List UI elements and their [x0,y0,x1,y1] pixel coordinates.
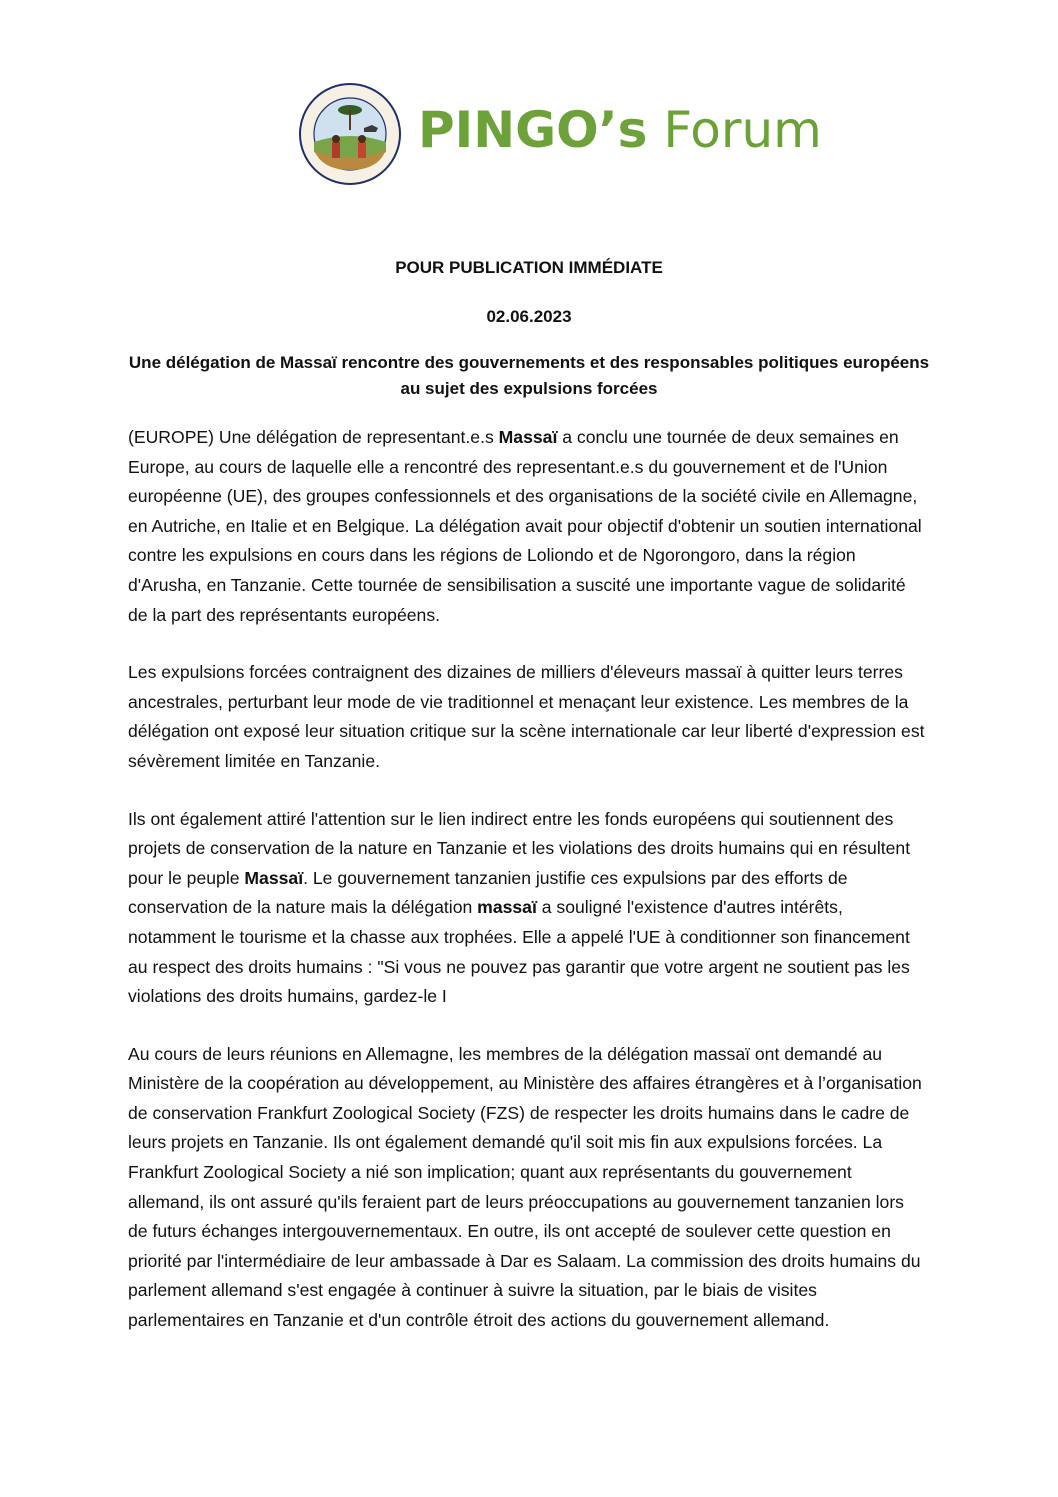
paragraph-1 [128,423,928,630]
paragraph-2: Les expulsions forcées contraignent des dizaines de milliers d'éleveurs massaï à quitter leurs terres ancestrales, perturbant leur mode de vie traditionnel et menaçant leur existence. Les membres de la délégation ont exposé leur situation critique sur la scène internationale car leur liberté d'expression est sévèrement limitée en Tanzanie. [128,662,925,771]
paragraph-3-text-c: . Le gouvernement tanzanien justifie ces expulsions par des efforts de conservation de la nature mais la délégation [128,867,848,918]
paragraph-1-text-c: a conclu une tournée de deux semaines en Europe, au cours de laquelle elle a rencontré des representant.e.s du gouvernement et de l'Union européenne (UE), des groupes confessionnels et des organisations de la société civile en Allemagne, en Autriche, en Italie et en Belgique. La délégation avait pour objectif d'obtenir un soutien international contre les expulsions en cours dans les régions de Loliondo et de Ngorongoro, dans la région d'Arusha, en Tanzanie. Cette tournée de sensibilisation a suscité une importante vague de solidarité de la part des représentants européens. [128,427,922,625]
headline: Une délégation de Massaï rencontre des gouvernements et des responsables politiques européens au sujet des expulsions forcées [128,353,930,398]
paragraph-3 [128,805,928,1012]
paragraph-1-text-a: (EUROPE) Une délégation de representant.e.s [128,427,499,447]
paragraph-3-text-e: a souligné l'existence d'autres intérêts, notamment le tourisme et la chasse aux trophées. Elle a appelé l'UE à conditionner son financement au respect des droits humains : "Si vous ne pouvez pas garantir que votre argent ne soutient pas les violations des droits humains, gardez-le I [128,897,910,1007]
paragraph-3-text-a: Ils ont également attiré l'attention sur le lien indirect entre les fonds européens qui soutiennent des projets de conservation de la nature en Tanzanie et les violations des droits humains qui en résultent pour le peuple [128,808,911,888]
paragraph-4: Au cours de leurs réunions en Allemagne, les membres de la délégation massaï ont demandé au Ministère de la coopération au développement, au Ministère des affaires étrangères et à l’organisation de conservation Frankfurt Zoological Society (FZS) de respecter les droits humains dans le cadre de leurs projets en Tanzanie. Ils ont également demandé qu'il soit mis fin aux expulsions forcées. La Frankfurt Zoological Society a nié son implication; quant aux représentants du gouvernement allemand, ils ont assuré qu'ils feraient part de leurs préoccupations au gouvernement tanzanien lors de futurs échanges intergouvernementaux. En outre, ils ont accepté de soulever cette question en priorité par l'intermédiaire de leur ambassade à Dar es Salaam. La commission des droits humains du parlement allemand s'est engagée à continuer à suivre la situation, par le biais de visites parlementaires en Tanzanie et d'un contrôle étroit des actions du gouvernement allemand. [128,1043,922,1331]
paragraph-1-bold-massai: Massaï [498,427,558,447]
release-date: 02.06.2023 [486,307,572,326]
release-label: POUR PUBLICATION IMMÉDIATE [395,258,663,277]
paragraph-3-bold-massai-2: massaï [477,897,537,918]
paragraph-3-bold-massai: Massaï [244,867,304,888]
organization-logo [298,82,822,190]
brand-name-bold: PINGO’s [418,101,648,159]
brand-name-light: Forum [663,101,822,159]
pingo-seal-icon [298,82,402,186]
article-body [128,423,928,1364]
brand-name [418,100,822,160]
